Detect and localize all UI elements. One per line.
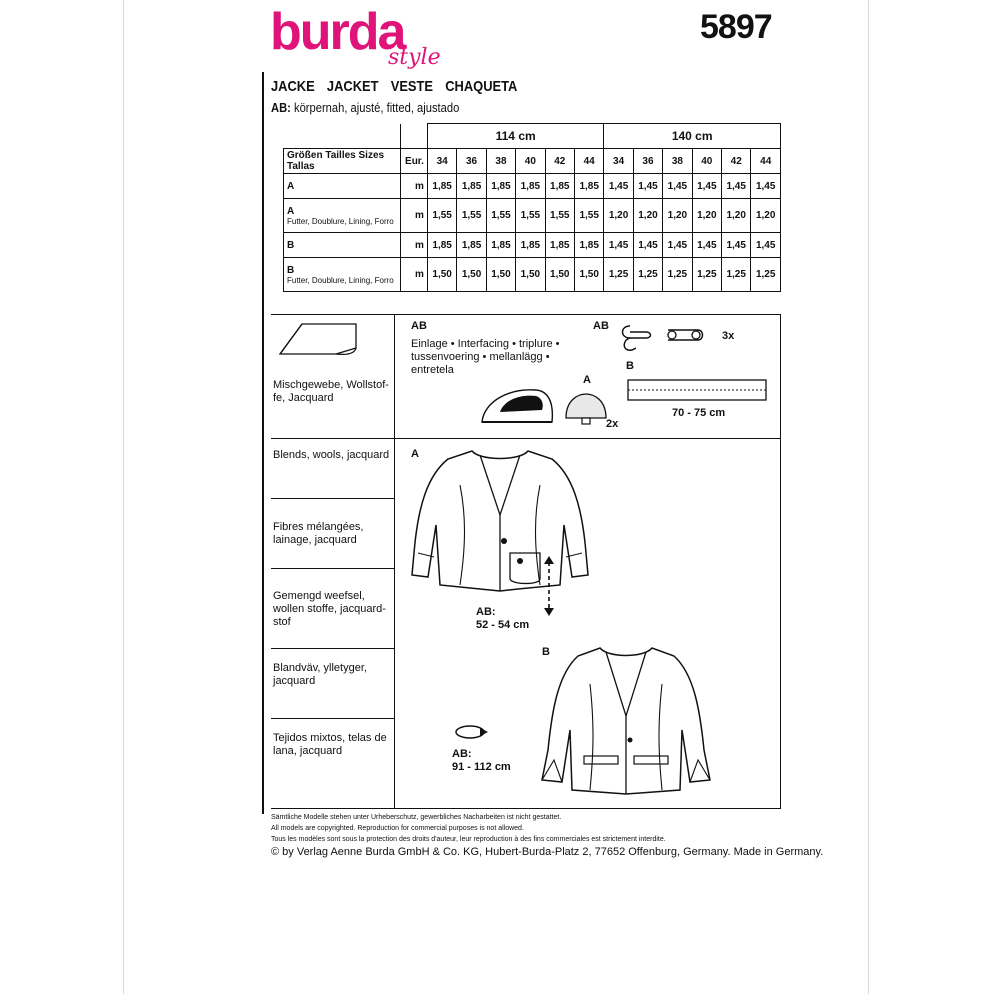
- yardage-cell: 1,20: [692, 199, 721, 233]
- row-sublabel: Futter, Doublure, Lining, Forro: [287, 216, 394, 226]
- size-cell: 36: [633, 149, 662, 174]
- size-cell: 38: [486, 149, 515, 174]
- yardage-cell: 1,45: [604, 174, 633, 199]
- width-140: 140 cm: [604, 124, 781, 149]
- notions-divider: [394, 438, 781, 439]
- view-b-label: B: [542, 646, 550, 658]
- title-fr: VESTE: [390, 78, 434, 95]
- yardage-cell: 1,85: [516, 233, 545, 258]
- footer-line-fr: Tous les modèles sont sous la protection des droits d'auteur, leur reproduction à des fins commerciales est strictement interdite.: [271, 836, 666, 843]
- yardage-cell: 1,55: [516, 199, 545, 233]
- panel-right-rule: [780, 314, 781, 808]
- size-cell: 34: [427, 149, 456, 174]
- view-a-label: A: [411, 448, 419, 460]
- burda-logo-style: style: [388, 45, 441, 70]
- yardage-cell: 1,45: [692, 174, 721, 199]
- yardage-cell: 1,50: [516, 258, 545, 292]
- yardage-cell: 1,50: [574, 258, 603, 292]
- table-row-b: [284, 233, 781, 258]
- yardage-cell: 1,45: [722, 174, 751, 199]
- yardage-cell: 1,55: [545, 199, 574, 233]
- size-cell: 40: [516, 149, 545, 174]
- yardage-cell: 1,85: [545, 174, 574, 199]
- fabric-suggestion: Tejidos mixtos, telas de lana, jacquard: [273, 732, 387, 757]
- fabric-suggestion: Fibres mélangées, lainage, jacquard: [273, 521, 364, 546]
- yardage-cell: 1,50: [545, 258, 574, 292]
- table-size-row: [284, 149, 781, 174]
- button-icon: [562, 392, 612, 428]
- footer-line-de: Sämtliche Modelle stehen unter Urheberschutz, gewerbliches Nacharbeiten ist nicht gestattet.: [271, 814, 562, 821]
- yardage-cell: 1,45: [663, 233, 692, 258]
- yardage-cell: 1,25: [722, 258, 751, 292]
- fit-label: AB:: [271, 100, 291, 115]
- size-cell: 42: [722, 149, 751, 174]
- buttons-quantity: 2x: [606, 418, 619, 430]
- table-width-row: [284, 124, 781, 149]
- yardage-cell: 1,55: [574, 199, 603, 233]
- table-row-a-lining: [284, 199, 781, 233]
- fabric-suggestion: Mischgewebe, Wollstof-fe, Jacquard: [273, 379, 389, 404]
- jacket-b-drawing: [534, 640, 724, 800]
- burda-logo: burda: [270, 3, 405, 61]
- waist-value: 91 - 112 cm: [452, 761, 511, 773]
- footer-line-en: All models are copyrighted. Reproduction for commercial purposes is not allowed.: [271, 825, 524, 832]
- yardage-cell: 1,45: [663, 174, 692, 199]
- length-label: AB:: [476, 606, 496, 618]
- length-arrow-icon: [542, 556, 556, 616]
- length-value: 52 - 54 cm: [476, 619, 530, 631]
- unit-cell: m: [400, 199, 427, 233]
- row-label: B: [287, 264, 295, 276]
- table-row-b-lining: [284, 258, 781, 292]
- yardage-cell: 1,45: [604, 233, 633, 258]
- yardage-cell: 1,50: [457, 258, 486, 292]
- interfacing-text: Einlage • Interfacing • triplure • tussenvoering • mellanlägg • entretela: [411, 338, 560, 376]
- hooks-quantity: 3x: [722, 330, 735, 342]
- fabric-suggestion: Gemengd weefsel, wollen stoffe, jacquard-stof: [273, 590, 386, 628]
- panel-top-rule: [271, 314, 781, 315]
- yardage-cell: 1,45: [751, 233, 781, 258]
- title-de: JACKE: [271, 78, 315, 95]
- zipper-icon: [626, 376, 770, 406]
- fabric-suggestion: Blends, wools, jacquard: [273, 449, 390, 461]
- eur-label: Eur.: [400, 149, 427, 174]
- yardage-cell: 1,85: [427, 174, 456, 199]
- fabric-swatch-icon: [278, 318, 362, 360]
- size-cell: 38: [663, 149, 692, 174]
- yardage-cell: 1,85: [427, 233, 456, 258]
- width-114: 114 cm: [427, 124, 603, 149]
- yardage-cell: 1,85: [457, 174, 486, 199]
- notions-b-label: B: [626, 360, 634, 372]
- garment-titles: [271, 78, 526, 95]
- title-es: CHAQUETA: [445, 78, 518, 95]
- yardage-cell: 1,55: [486, 199, 515, 233]
- yardage-cell: 1,20: [751, 199, 781, 233]
- title-en: JACKET: [326, 78, 379, 95]
- yardage-cell: 1,20: [633, 199, 662, 233]
- yardage-cell: 1,25: [663, 258, 692, 292]
- iron-icon: [478, 382, 558, 428]
- footer-copyright: © by Verlag Aenne Burda GmbH & Co. KG, Hubert-Burda-Platz 2, 77652 Offenburg, Germany. Made in Germany.: [271, 846, 824, 858]
- yardage-cell: 1,20: [604, 199, 633, 233]
- unit-cell: m: [400, 174, 427, 199]
- yardage-cell: 1,85: [545, 233, 574, 258]
- zipper-length: 70 - 75 cm: [672, 407, 726, 419]
- yardage-cell: 1,85: [457, 233, 486, 258]
- yardage-cell: 1,55: [457, 199, 486, 233]
- pattern-number: 5897: [700, 8, 772, 46]
- yardage-cell: 1,25: [604, 258, 633, 292]
- yardage-cell: 1,45: [722, 233, 751, 258]
- fabric-suggestion: Blandväv, ylletyger, jacquard: [273, 662, 367, 687]
- hook-and-eye-icon: [618, 320, 718, 356]
- yardage-cell: 1,25: [633, 258, 662, 292]
- yardage-cell: 1,50: [427, 258, 456, 292]
- row-label: A: [287, 180, 295, 192]
- panel-bottom-rule: [271, 808, 781, 809]
- yardage-cell: 1,85: [486, 233, 515, 258]
- size-cell: 44: [751, 149, 781, 174]
- yardage-cell: 1,20: [663, 199, 692, 233]
- size-cell: 40: [692, 149, 721, 174]
- yardage-cell: 1,45: [692, 233, 721, 258]
- row-label: B: [287, 239, 295, 251]
- notions-a-label: A: [583, 374, 591, 386]
- waist-label: AB:: [452, 748, 472, 760]
- yardage-cell: 1,85: [574, 233, 603, 258]
- yardage-cell: 1,85: [574, 174, 603, 199]
- jacket-a-drawing: [400, 445, 610, 595]
- unit-cell: m: [400, 258, 427, 292]
- size-cell: 36: [457, 149, 486, 174]
- row-sublabel: Futter, Doublure, Lining, Forro: [287, 275, 394, 285]
- yardage-cell: 1,45: [633, 174, 662, 199]
- yardage-cell: 1,45: [633, 233, 662, 258]
- yardage-table: [283, 123, 781, 292]
- size-cell: 44: [574, 149, 603, 174]
- row-label: A: [287, 205, 295, 217]
- yardage-cell: 1,20: [722, 199, 751, 233]
- notions-ab-label-2: AB: [593, 320, 609, 332]
- unit-cell: m: [400, 233, 427, 258]
- left-rule: [262, 72, 264, 814]
- table-row-a: [284, 174, 781, 199]
- waist-measure-icon: [452, 722, 492, 742]
- fit-description: [271, 100, 459, 115]
- yardage-cell: 1,85: [516, 174, 545, 199]
- yardage-cell: 1,25: [692, 258, 721, 292]
- size-header-label: Größen Tailles Sizes Tallas: [284, 149, 401, 174]
- yardage-cell: 1,85: [486, 174, 515, 199]
- yardage-cell: 1,45: [751, 174, 781, 199]
- copyright-footer: [271, 812, 823, 859]
- yardage-cell: 1,25: [751, 258, 781, 292]
- size-cell: 42: [545, 149, 574, 174]
- notions-ab-label: AB: [411, 320, 427, 332]
- size-cell: 34: [604, 149, 633, 174]
- yardage-cell: 1,50: [486, 258, 515, 292]
- yardage-cell: 1,55: [427, 199, 456, 233]
- fit-text: körpernah, ajusté, fitted, ajustado: [293, 100, 460, 115]
